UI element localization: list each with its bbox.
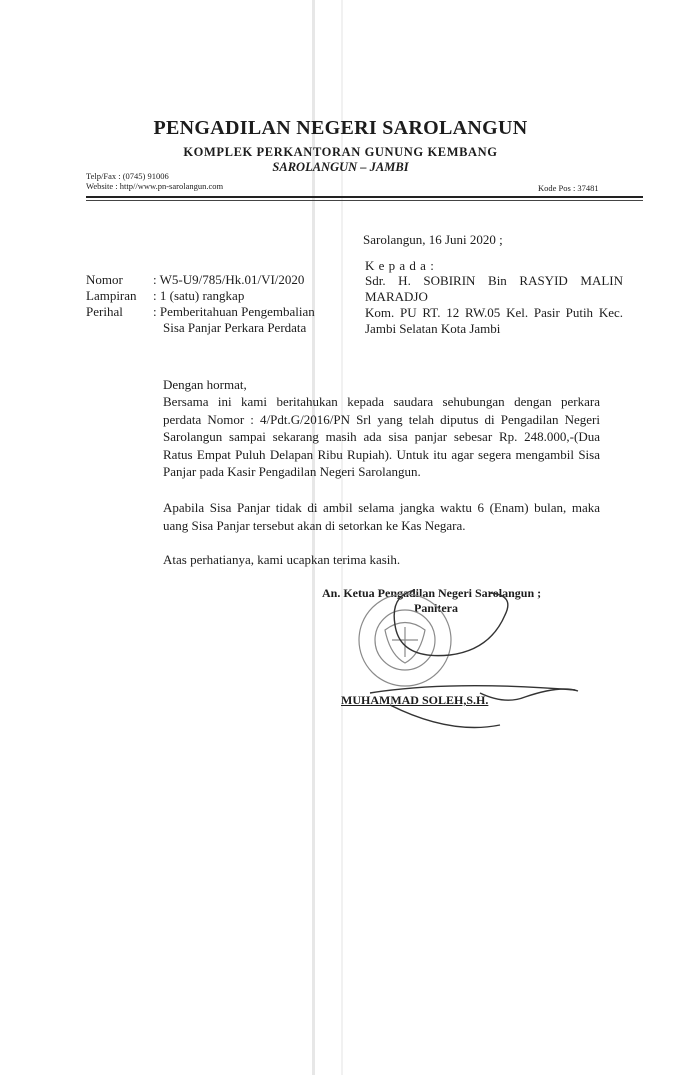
paragraph-1 [163, 393, 600, 481]
perihal-label: Perihal [86, 304, 123, 319]
header-rule [86, 196, 643, 198]
paragraph-1-line: Sarolangun sampai sekarang masih ada sisa panjar sebesar Rp. 248.000,-(Dua [163, 429, 600, 444]
phone-fax: Telp/Fax : (0745) 91006 [86, 171, 169, 181]
signature-role: Panitera [414, 601, 458, 615]
lampiran-value: : 1 (satu) rangkap [153, 288, 245, 303]
recipient-name-cont: MARADJO [365, 289, 428, 304]
website: Website : http//www.pn-sarolangun.com [86, 181, 224, 191]
recipient-address: Kom. PU RT. 12 RW.05 Kel. Pasir Putih Kec. [365, 305, 623, 320]
paragraph-2-line: uang Sisa Panjar tersebut akan di setorkan ke Kas Negara. [163, 517, 466, 533]
recipient-name: Sdr. H. SOBIRIN Bin RASYID MALIN [365, 273, 623, 288]
recipient-address-cont: Jambi Selatan Kota Jambi [365, 321, 501, 336]
paragraph-2-line: Apabila Sisa Panjar tidak di ambil selama jangka waktu 6 (Enam) bulan, maka [163, 500, 600, 515]
paragraph-1-line: perdata Nomor : 4/Pdt.G/2016/PN Srl yang telah diputus di Pengadilan Negeri [163, 411, 600, 427]
nomor-label: Nomor [86, 272, 123, 287]
signature-title: An. Ketua Pengadilan Negeri Sarolangun ; [322, 586, 542, 600]
lampiran-label: Lampiran [86, 288, 137, 303]
closing-line: Atas perhatianya, kami ucapkan terima kasih. [163, 552, 401, 567]
official-seal-stamp [330, 585, 590, 745]
header-rule-thin [86, 200, 643, 201]
court-name: PENGADILAN NEGERI SAROLANGUN [153, 117, 528, 139]
court-city-text: SAROLANGUN – JAMBI [272, 160, 409, 174]
letter-date: Sarolangun, 16 Juni 2020 ; [363, 232, 503, 247]
greeting: Dengan hormat, [163, 377, 247, 392]
perihal-value: : Pemberitahuan Pengembalian [153, 304, 315, 319]
court-complex: KOMPLEK PERKANTORAN GUNUNG KEMBANG [183, 145, 498, 159]
paragraph-1-line: Ratus Empat Puluh Delapan Ribu Rupiah). Untuk itu agar segera mengambil Sisa [163, 446, 600, 462]
perihal-value-cont: Sisa Panjar Perkara Perdata [163, 320, 307, 335]
signatory-name: MUHAMMAD SOLEH,S.H. [341, 693, 489, 707]
paragraph-2 [163, 499, 600, 534]
paragraph-1-line: Panjar pada Kasir Pengadilan Negeri Sarolangun. [163, 464, 421, 479]
postal-code: Kode Pos : 37481 [538, 183, 599, 193]
recipient-label: K e p a d a : [365, 258, 435, 273]
nomor-value: : W5-U9/785/Hk.01/VI/2020 [153, 272, 305, 287]
paragraph-1-line: Bersama ini kami beritahukan kepada saudara sehubungan dengan perkara [163, 394, 600, 409]
